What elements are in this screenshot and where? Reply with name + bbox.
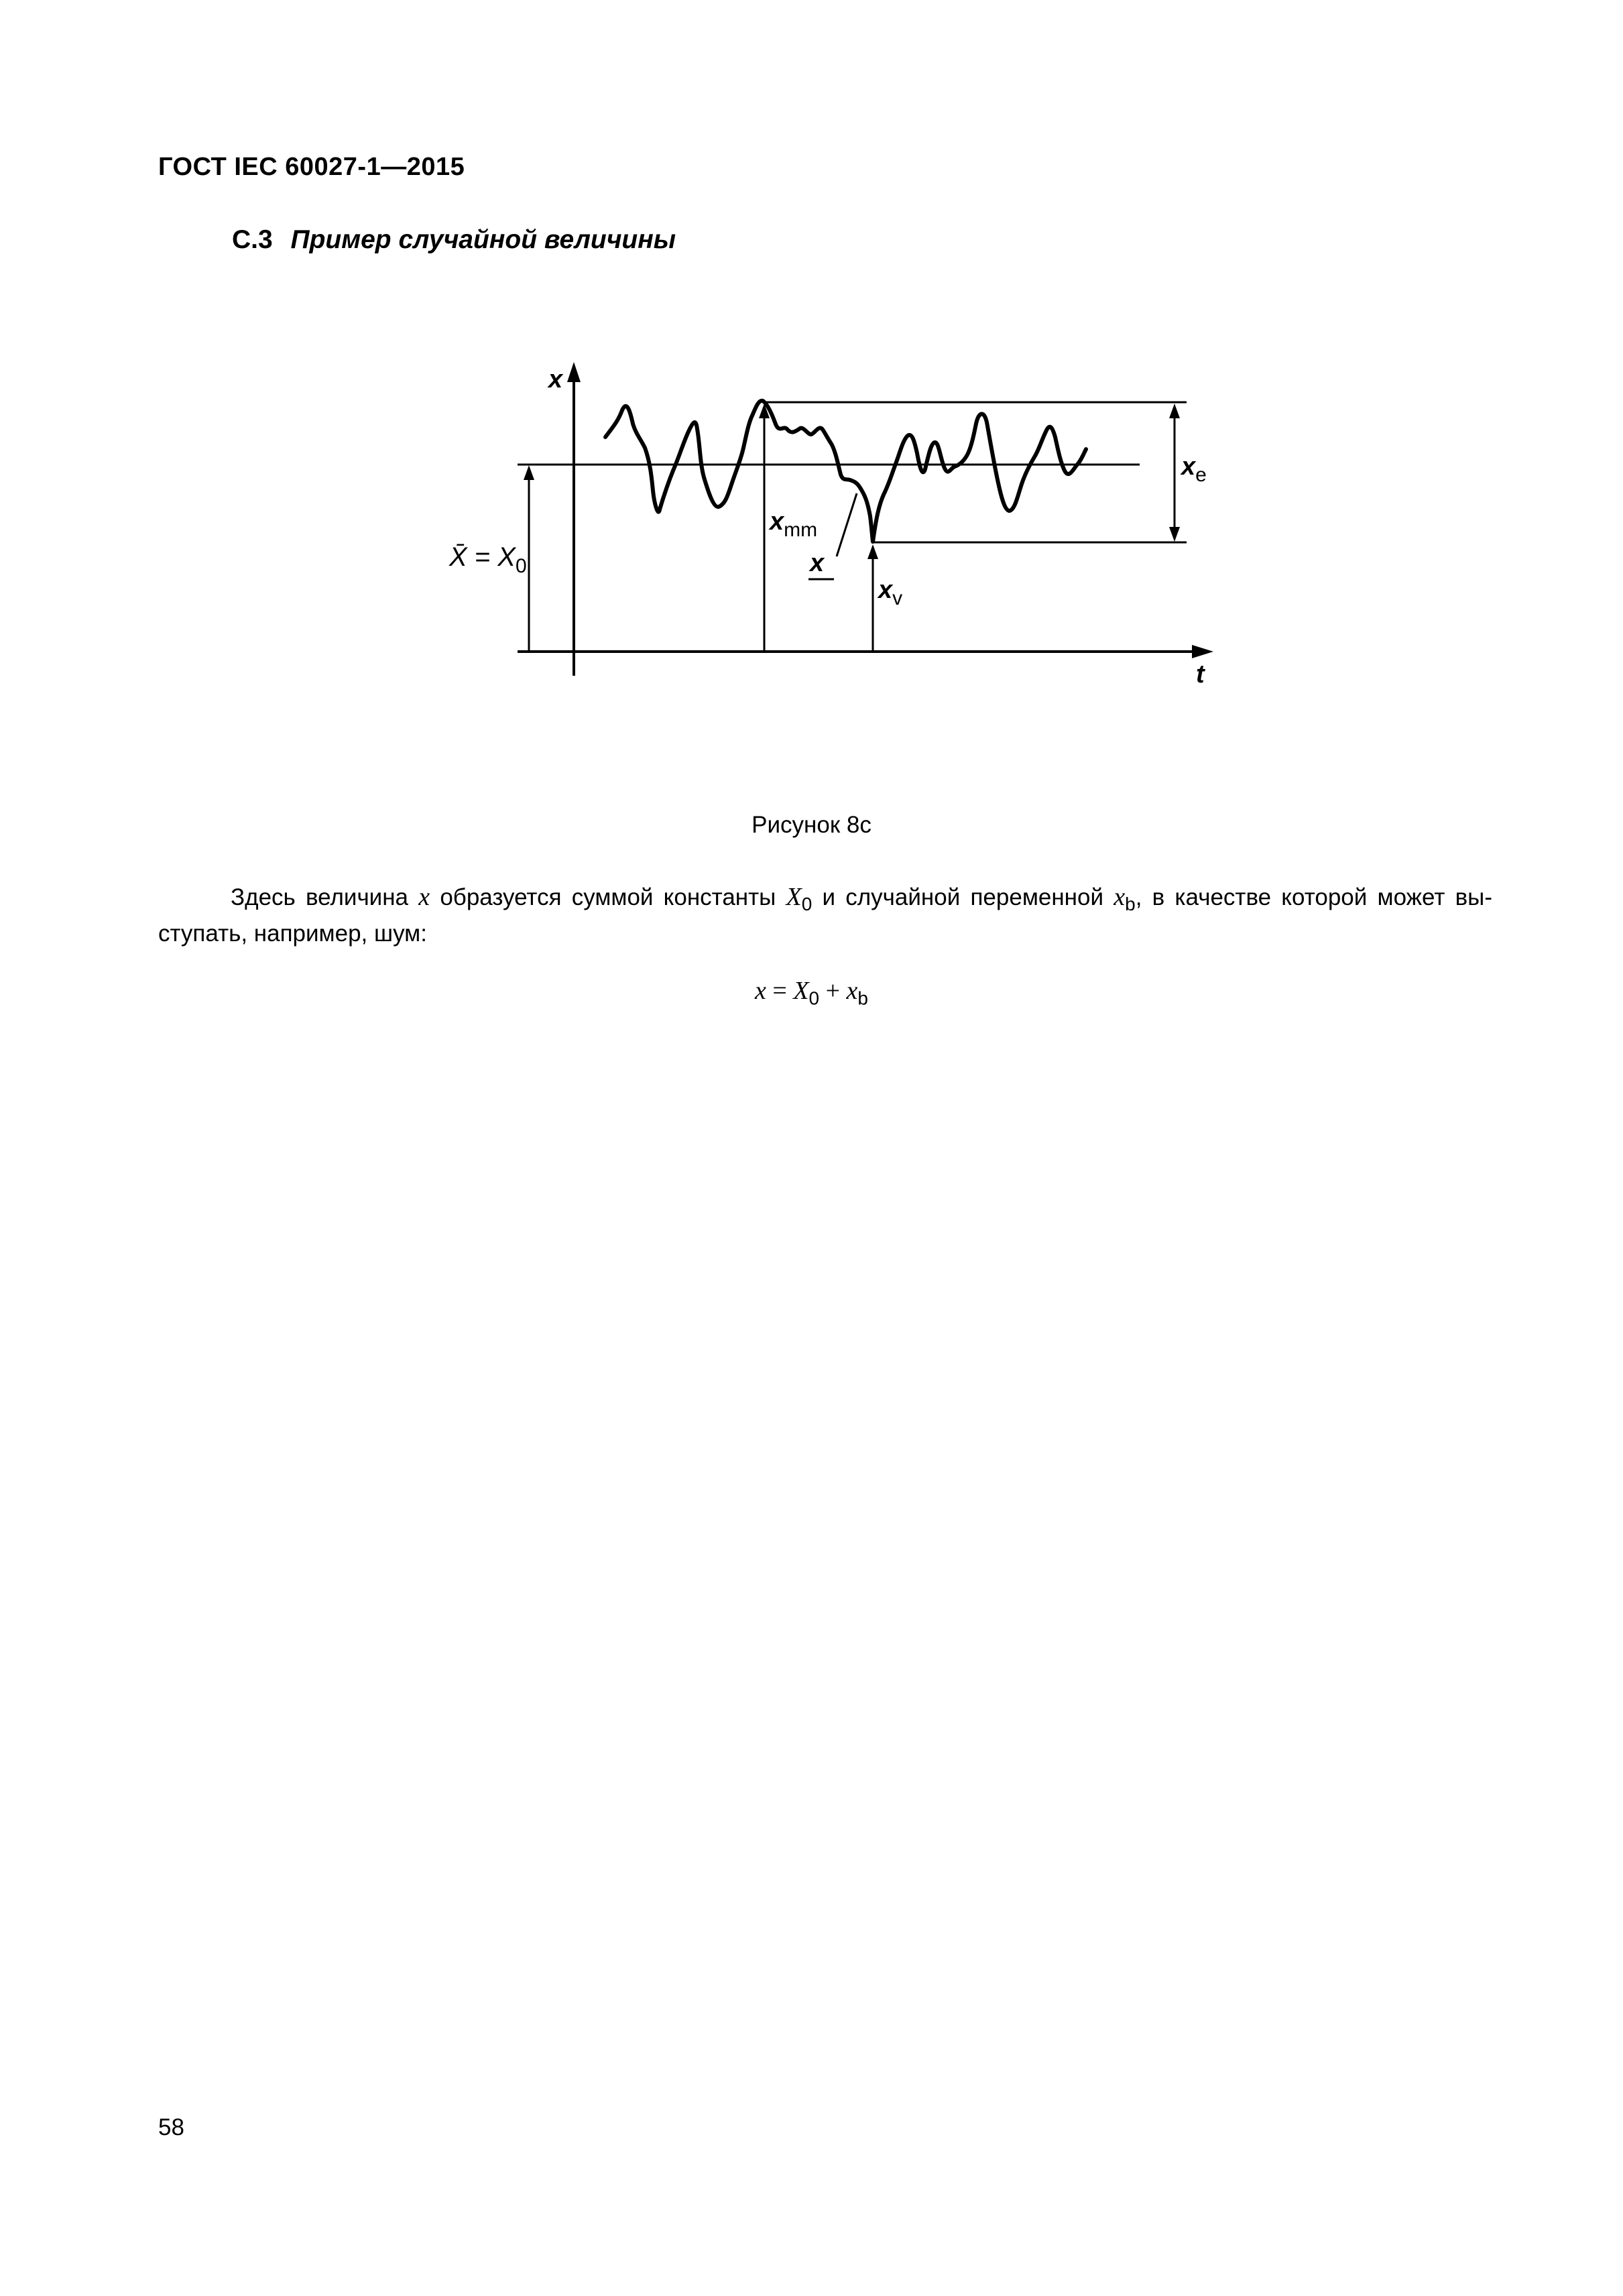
- xe-label: $x_e$: [1181, 452, 1207, 486]
- y-axis-arrowhead: [567, 362, 581, 382]
- document-header: ГОСТ IEC 60027-1—2015: [158, 153, 465, 181]
- xmm-label: $x_{mm}$: [770, 507, 818, 541]
- paragraph-line-2: ступать, например, шум:: [158, 920, 427, 947]
- curve-pointer-line: [837, 493, 857, 556]
- page-number: 58: [158, 2114, 184, 2140]
- xv-label: $x_v$: [878, 576, 903, 609]
- body-paragraph: [158, 882, 1492, 949]
- mean-label: X̄ = $X_0$: [449, 542, 527, 577]
- x-axis-label: t: [1196, 660, 1205, 688]
- section-number: C.3: [232, 225, 273, 254]
- paragraph-line-1: Здесь величина x образуется суммой константы $X_0$ и случайной переменной $x_b$, в качестве которой может вы-: [231, 883, 1492, 914]
- y-axis-label: x: [548, 365, 563, 394]
- section-title: Пример случайной величины: [290, 225, 676, 254]
- random-quantity-figure: [0, 0, 1623, 737]
- figure-caption: Рисунок 8c: [752, 812, 871, 838]
- x-axis-arrowhead: [1192, 645, 1213, 658]
- curve-label: x: [810, 549, 825, 577]
- formula: $x = X_0 + x_b$: [755, 977, 868, 1009]
- random-signal-curve: [605, 401, 1086, 542]
